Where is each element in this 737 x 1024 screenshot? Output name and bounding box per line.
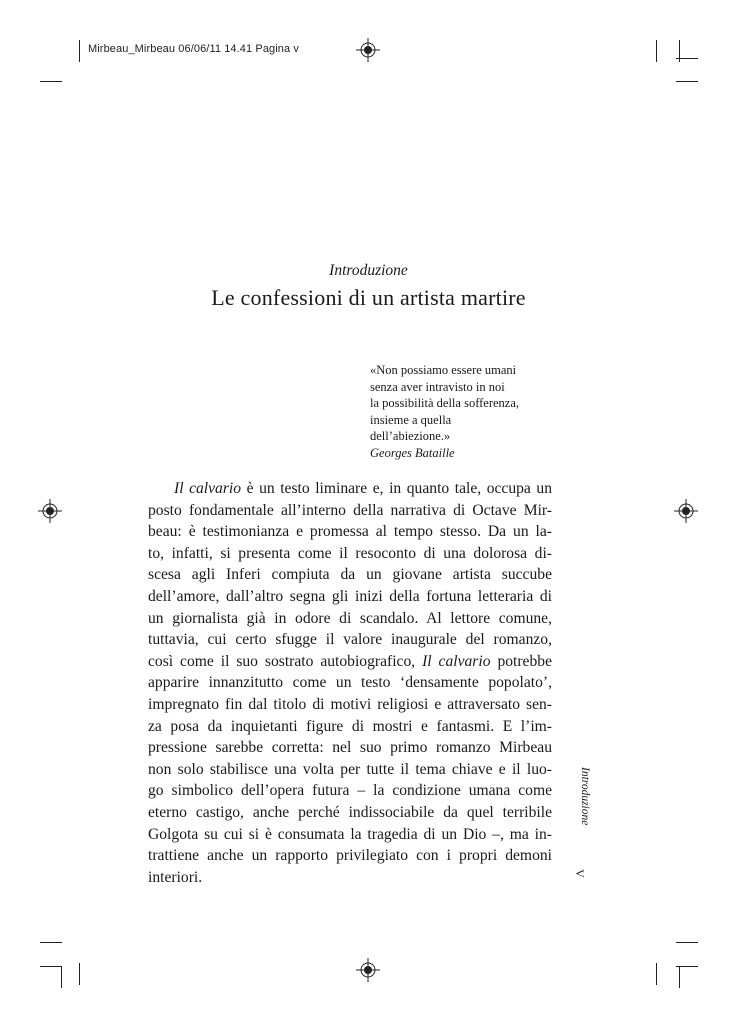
book-title: Il calvario [174, 480, 242, 497]
section-label: Introduzione [329, 262, 408, 279]
crop-mark [676, 942, 698, 943]
epigraph-line: dell’abiezione.» [370, 429, 451, 443]
crop-mark [40, 81, 62, 82]
printer-slug: Mirbeau_Mirbeau 06/06/11 14.41 Pagina v [88, 43, 300, 55]
body-line: impregnato fin dal titolo di motivi religiosi e attraversato sen- [148, 695, 552, 713]
body-line: pressione sarebbe corretta: nel suo primo romanzo Mirbeau [148, 739, 552, 757]
crop-mark [40, 942, 62, 943]
body-line: scesa agli Inferi compiuta da un giovane artista succube [148, 566, 552, 584]
body-line: interiori. [148, 868, 203, 886]
crop-mark [656, 40, 657, 62]
body-line: za posa da inquietanti figure di mostri e fantasmi. E l’im- [148, 717, 552, 735]
body-line: tuttavia, cui certo sfugge il valore inaugurale del romanzo, [148, 631, 552, 649]
body-line: posto fondamentale all’interno della narrativa di Octave Mir- [148, 501, 552, 519]
epigraph-line: la possibilità della sofferenza, [370, 396, 520, 410]
crop-mark [40, 966, 62, 967]
crop-mark [61, 966, 62, 988]
page-number: V [572, 869, 587, 878]
crop-mark [676, 81, 698, 82]
body-line: eterno castigo, anche perché indissociabile da quel terribile [148, 803, 552, 821]
epigraph-author: Georges Bataille [370, 445, 455, 460]
crop-mark [79, 40, 80, 62]
running-head-text: Introduzione [579, 767, 591, 826]
body-line: un giornalista già in odore di scandalo. Al lettore comune, [148, 609, 552, 627]
book-title: Il calvario [422, 652, 491, 670]
body-line: go simbolico dell’opera futura – la condizione umana come [148, 782, 552, 800]
crop-mark [679, 966, 680, 988]
body-line: to, infatti, si presenta come il resoconto di una dolorosa di- [148, 544, 552, 562]
body-line: Golgota su cui si è consumata la tragedia di un Dio –, ma in- [148, 825, 552, 843]
body-line: Il calvario è un testo liminare e, in quanto tale, occupa un [174, 480, 552, 497]
registration-mark-icon [38, 499, 62, 523]
crop-mark [676, 58, 698, 59]
registration-mark-icon [356, 38, 380, 62]
epigraph [370, 362, 570, 461]
crop-mark [79, 963, 80, 985]
chapter-title: Le confessioni di un artista martire [211, 285, 526, 310]
body-line: apparire innanzitutto come un testo ‘densamente popolato’, [148, 674, 552, 692]
epigraph-line: senza aver intravisto in noi [370, 379, 505, 394]
body-line: così come il suo sostrato autobiografico, Il calvario potrebbe [148, 652, 552, 670]
registration-mark-icon [356, 958, 380, 982]
body-line: trattiene anche un rapporto privilegiato con i propri demoni [148, 847, 552, 865]
body-line: dell’amore, dall’altro segna gli inizi della fortuna letteraria di [148, 587, 552, 605]
crop-mark [656, 963, 657, 985]
epigraph-line: insieme a quella [370, 412, 452, 427]
running-head [570, 767, 594, 882]
body-paragraph [148, 478, 552, 888]
body-line: beau: è testimonianza e promessa al tempo stesso. Da un la- [148, 523, 552, 541]
epigraph-line: «Non possiamo essere umani [370, 363, 517, 377]
registration-mark-icon [674, 499, 698, 523]
body-line: non solo stabilisce una volta per tutte il tema chiave e il luo- [148, 760, 552, 778]
